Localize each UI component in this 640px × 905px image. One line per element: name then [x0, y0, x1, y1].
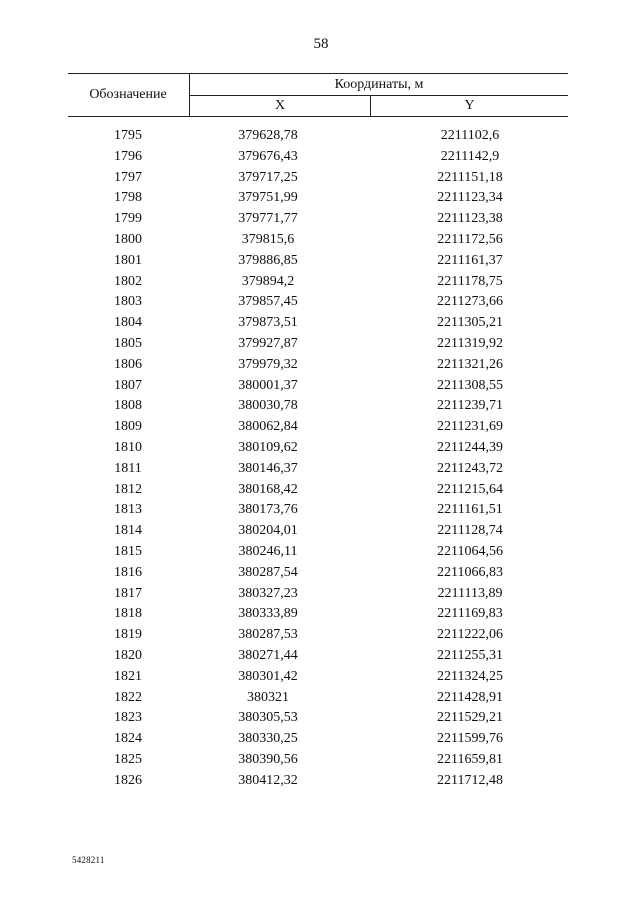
- y-coordinate-cell: 2211319,92: [437, 335, 503, 351]
- x-coordinate-cell: 380305,53: [238, 710, 298, 726]
- x-coordinate-cell: 380168,42: [238, 481, 298, 497]
- coordinates-header: Координаты, м: [334, 77, 424, 92]
- x-coordinate-cell: 380146,37: [238, 460, 298, 476]
- point-id-cell: 1811: [114, 460, 142, 476]
- point-id-cell: 1816: [114, 564, 142, 580]
- x-header: X: [274, 98, 286, 113]
- table-body: [0, 126, 640, 792]
- table-row: [0, 667, 640, 688]
- x-coordinate-cell: 380109,62: [238, 439, 298, 455]
- x-coordinate-cell: 379771,77: [238, 211, 298, 227]
- table-row: [0, 480, 640, 501]
- y-coordinate-cell: 2211305,21: [437, 315, 503, 331]
- point-id-cell: 1806: [114, 356, 142, 372]
- x-coordinate-cell: 379979,32: [238, 356, 298, 372]
- table-row: [0, 209, 640, 230]
- table-row: [0, 542, 640, 563]
- point-id-cell: 1823: [114, 710, 142, 726]
- y-coordinate-cell: 2211244,39: [437, 439, 503, 455]
- x-coordinate-cell: 380321: [247, 689, 289, 705]
- point-id-cell: 1815: [114, 543, 142, 559]
- document-code: 5428211: [72, 855, 105, 865]
- point-id-cell: 1814: [114, 523, 142, 539]
- point-id-cell: 1805: [114, 335, 142, 351]
- point-id-cell: 1810: [114, 439, 142, 455]
- designation-header: Обозначение: [89, 87, 167, 102]
- x-coordinate-cell: 380030,78: [238, 398, 298, 414]
- point-id-cell: 1820: [114, 647, 142, 663]
- y-coordinate-cell: 2211321,26: [437, 356, 503, 372]
- y-coordinate-cell: 2211172,56: [437, 231, 503, 247]
- table-row: [0, 646, 640, 667]
- point-id-cell: 1824: [114, 731, 142, 747]
- point-id-cell: 1803: [114, 294, 142, 310]
- point-id-cell: 1809: [114, 419, 142, 435]
- y-coordinate-cell: 2211712,48: [437, 772, 503, 788]
- point-id-cell: 1812: [114, 481, 142, 497]
- x-coordinate-cell: 379717,25: [238, 169, 298, 185]
- table-row: [0, 625, 640, 646]
- point-id-cell: 1799: [114, 211, 142, 227]
- table-row: [0, 750, 640, 771]
- y-coordinate-cell: 2211529,21: [437, 710, 503, 726]
- point-id-cell: 1813: [114, 502, 142, 518]
- x-coordinate-cell: 380001,37: [238, 377, 298, 393]
- y-coordinate-cell: 2211231,69: [437, 419, 503, 435]
- x-coordinate-cell: 380412,32: [238, 772, 298, 788]
- y-coordinate-cell: 2211169,83: [437, 606, 503, 622]
- y-coordinate-cell: 2211324,25: [437, 668, 503, 684]
- point-id-cell: 1795: [114, 128, 142, 143]
- y-coordinate-cell: 2211123,38: [437, 211, 503, 227]
- y-coordinate-cell: 2211239,71: [437, 398, 503, 414]
- y-header: Y: [464, 98, 475, 113]
- point-id-cell: 1821: [114, 668, 142, 684]
- point-id-cell: 1801: [114, 252, 142, 268]
- point-id-cell: 1808: [114, 398, 142, 414]
- x-coordinate-cell: 380330,25: [238, 731, 298, 747]
- table-row: [0, 168, 640, 189]
- table-row: [0, 688, 640, 709]
- table-row: [0, 438, 640, 459]
- point-id-cell: 1818: [114, 606, 142, 622]
- table-row: [0, 272, 640, 293]
- y-coordinate-cell: 2211066,83: [437, 564, 503, 580]
- y-coordinate-cell: 2211161,51: [437, 502, 503, 518]
- table-row: [0, 230, 640, 251]
- table-row: [0, 729, 640, 750]
- y-coordinate-cell: 2211273,66: [437, 294, 503, 310]
- table-row: [0, 334, 640, 355]
- y-coordinate-cell: 2211428,91: [437, 689, 503, 705]
- y-coordinate-cell: 2211142,9: [440, 148, 500, 164]
- x-coordinate-cell: 380327,23: [238, 585, 298, 601]
- table-row: [0, 313, 640, 334]
- point-id-cell: 1817: [114, 585, 142, 601]
- table-row: [0, 604, 640, 625]
- table-row: [0, 251, 640, 272]
- table-row: [0, 396, 640, 417]
- table-row: [0, 292, 640, 313]
- x-coordinate-cell: 379857,45: [238, 294, 298, 310]
- x-coordinate-cell: 380301,42: [238, 668, 298, 684]
- table-row: [0, 355, 640, 376]
- x-coordinate-cell: 379886,85: [238, 252, 298, 268]
- point-id-cell: 1798: [114, 190, 142, 206]
- point-id-cell: 1819: [114, 627, 142, 643]
- y-coordinate-cell: 2211215,64: [437, 481, 503, 497]
- y-coordinate-cell: 2211064,56: [437, 543, 503, 559]
- x-coordinate-cell: 379628,78: [238, 128, 298, 143]
- x-coordinate-cell: 379927,87: [238, 335, 298, 351]
- x-coordinate-cell: 379676,43: [238, 148, 298, 164]
- y-coordinate-cell: 2211308,55: [437, 377, 503, 393]
- point-id-cell: 1797: [114, 169, 142, 185]
- page-number: 58: [313, 36, 329, 52]
- x-coordinate-cell: 379873,51: [238, 315, 298, 331]
- point-id-cell: 1825: [114, 751, 142, 767]
- table-row: [0, 147, 640, 168]
- x-coordinate-cell: 380173,76: [238, 502, 298, 518]
- y-coordinate-cell: 2211178,75: [437, 273, 503, 289]
- table-header: [68, 73, 568, 117]
- x-coordinate-cell: 380287,54: [238, 564, 298, 580]
- table-row: [0, 521, 640, 542]
- table-row: [0, 563, 640, 584]
- table-row: [0, 771, 640, 792]
- x-coordinate-cell: 379815,6: [241, 231, 295, 247]
- x-coordinate-cell: 379751,99: [238, 190, 298, 206]
- x-coordinate-cell: 380333,89: [238, 606, 298, 622]
- point-id-cell: 1804: [114, 315, 142, 331]
- point-id-cell: 1800: [114, 231, 142, 247]
- table-row: [0, 708, 640, 729]
- table-row: [0, 500, 640, 521]
- y-coordinate-cell: 2211102,6: [440, 128, 500, 143]
- table-row: [0, 459, 640, 480]
- point-id-cell: 1807: [114, 377, 142, 393]
- y-coordinate-cell: 2211599,76: [437, 731, 503, 747]
- y-coordinate-cell: 2211113,89: [437, 585, 503, 601]
- point-id-cell: 1826: [114, 772, 142, 788]
- y-coordinate-cell: 2211161,37: [437, 252, 503, 268]
- y-coordinate-cell: 2211222,06: [437, 627, 503, 643]
- table-row: [0, 188, 640, 209]
- y-coordinate-cell: 2211151,18: [437, 169, 503, 185]
- y-coordinate-cell: 2211255,31: [437, 647, 503, 663]
- x-coordinate-cell: 380204,01: [238, 523, 298, 539]
- y-coordinate-cell: 2211243,72: [437, 460, 503, 476]
- table-row: [0, 584, 640, 605]
- x-coordinate-cell: 380390,56: [238, 751, 298, 767]
- y-coordinate-cell: 2211123,34: [437, 190, 503, 206]
- y-coordinate-cell: 2211128,74: [437, 523, 503, 539]
- point-id-cell: 1796: [114, 148, 142, 164]
- x-coordinate-cell: 379894,2: [241, 273, 295, 289]
- table-row: [0, 126, 640, 147]
- table-row: [0, 376, 640, 397]
- table-row: [0, 417, 640, 438]
- point-id-cell: 1802: [114, 273, 142, 289]
- y-coordinate-cell: 2211659,81: [437, 751, 503, 767]
- x-coordinate-cell: 380062,84: [238, 419, 298, 435]
- x-coordinate-cell: 380246,11: [238, 543, 298, 559]
- x-coordinate-cell: 380287,53: [238, 627, 298, 643]
- x-coordinate-cell: 380271,44: [238, 647, 298, 663]
- point-id-cell: 1822: [114, 689, 142, 705]
